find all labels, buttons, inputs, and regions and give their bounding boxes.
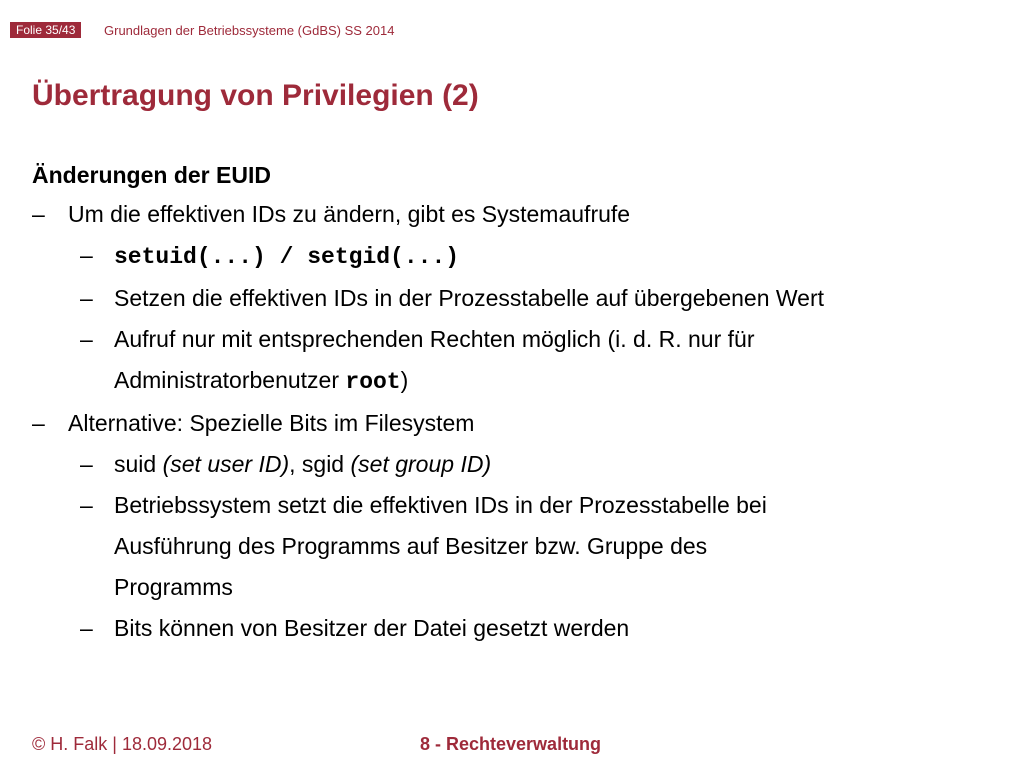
bullet-text: Aufruf nur mit entsprechenden Rechten möglich (i. d. R. nur für	[114, 326, 755, 352]
section-heading: Änderungen der EUID	[32, 162, 271, 188]
bullet-text: Um die effektiven IDs zu ändern, gibt es Systemaufrufe	[68, 201, 631, 227]
bullet-text-italic: (set user ID)	[162, 451, 290, 477]
bullet-dash: –	[80, 615, 93, 641]
bullet-dash: –	[80, 326, 93, 352]
bullet-text: Setzen die effektiven IDs in der Prozesstabelle auf übergebenen Wert	[114, 285, 825, 311]
bullet-text: Betriebssystem setzt die effektiven IDs in der Prozesstabelle bei	[114, 492, 767, 518]
sub-bullet-item	[32, 235, 1012, 278]
bullet-text: Bits können von Besitzer der Datei gesetzt werden	[114, 615, 630, 641]
bullet-dash: –	[80, 285, 93, 311]
bullet-dash: –	[32, 201, 45, 227]
sub-bullet-item	[32, 485, 1012, 608]
sub-bullet-item	[32, 608, 1012, 649]
root-code: root	[345, 369, 401, 395]
bullet-text: Administratorbenutzer	[114, 367, 346, 393]
bullet-text: suid	[114, 451, 163, 477]
course-title: Grundlagen der Betriebssysteme (GdBS) SS 2014	[104, 23, 395, 38]
bullet-item	[32, 194, 1012, 235]
syscall-code: setuid(...) / setgid(...)	[114, 244, 460, 270]
sub-bullet-item	[32, 444, 1012, 485]
sub-bullet-item	[32, 278, 1012, 319]
sub-bullet-item	[32, 319, 1012, 403]
bullet-dash: –	[32, 410, 45, 436]
slide-content	[32, 156, 1012, 649]
bullet-item	[32, 403, 1012, 444]
bullet-dash: –	[80, 242, 93, 268]
bullet-text: Programms	[114, 574, 233, 600]
bullet-text: )	[400, 367, 409, 393]
bullet-dash: –	[80, 451, 93, 477]
footer-chapter: 8 - Rechteverwaltung	[420, 734, 602, 754]
bullet-text-italic: (set group ID)	[350, 451, 492, 477]
slide-counter-badge: Folie 35/43	[10, 22, 81, 38]
bullet-text: Alternative: Spezielle Bits im Filesystem	[68, 410, 475, 436]
slide-title: Übertragung von Privilegien (2)	[32, 79, 479, 112]
bullet-text: , sgid	[289, 451, 351, 477]
footer-author-date: © H. Falk | 18.09.2018	[32, 734, 213, 754]
bullet-text: Ausführung des Programms auf Besitzer bzw. Gruppe des	[114, 533, 708, 559]
bullet-dash: –	[80, 492, 93, 518]
